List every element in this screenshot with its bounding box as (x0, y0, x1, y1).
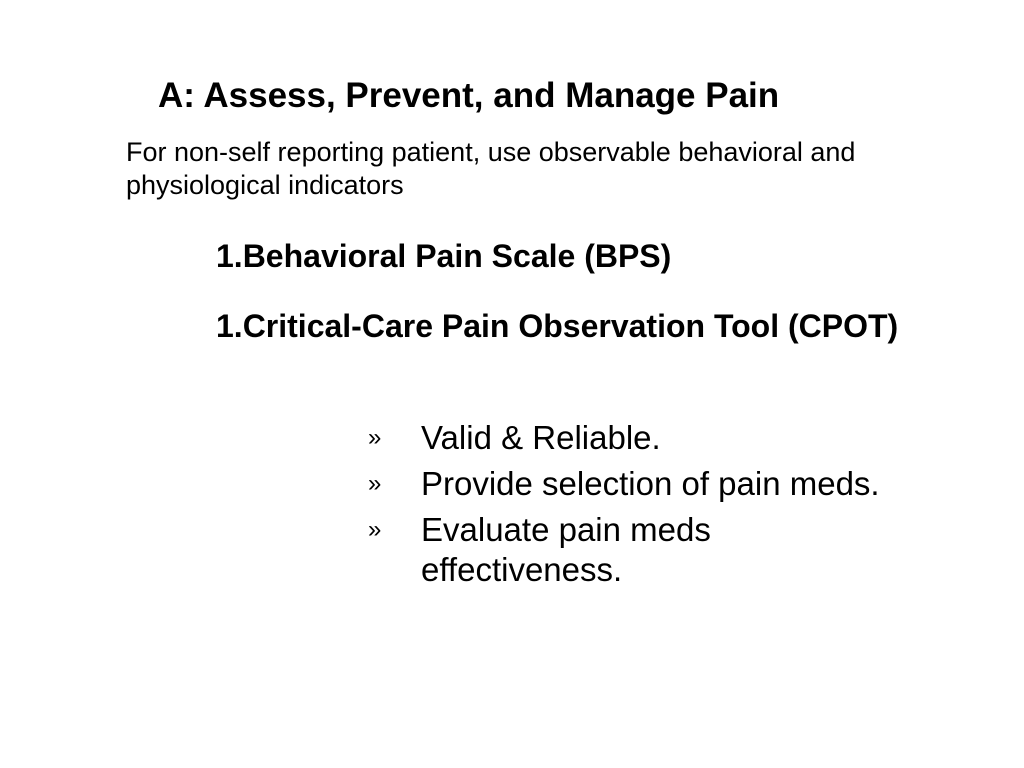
tool-item-bps: 1.Behavioral Pain Scale (BPS) (216, 238, 672, 274)
intro-text: For non-self reporting patient, use observable behavioral and physiological indicators (126, 137, 856, 200)
bullet-item (368, 418, 888, 458)
bullet-text: Evaluate pain meds effectiveness. (421, 511, 711, 588)
bullet-marker-icon: » (368, 470, 382, 497)
bullet-text: Valid & Reliable. (421, 419, 661, 456)
bullet-item (368, 510, 888, 590)
slide-title: A: Assess, Prevent, and Manage Pain (158, 76, 780, 115)
tool-item-cpot: 1.Critical-Care Pain Observation Tool (CPOT) (216, 308, 899, 344)
bullet-marker-icon: » (368, 516, 382, 543)
bullet-marker-icon: » (368, 424, 382, 451)
bullet-list (368, 418, 888, 596)
bullet-item (368, 464, 888, 504)
bullet-text: Provide selection of pain meds. (421, 465, 880, 502)
